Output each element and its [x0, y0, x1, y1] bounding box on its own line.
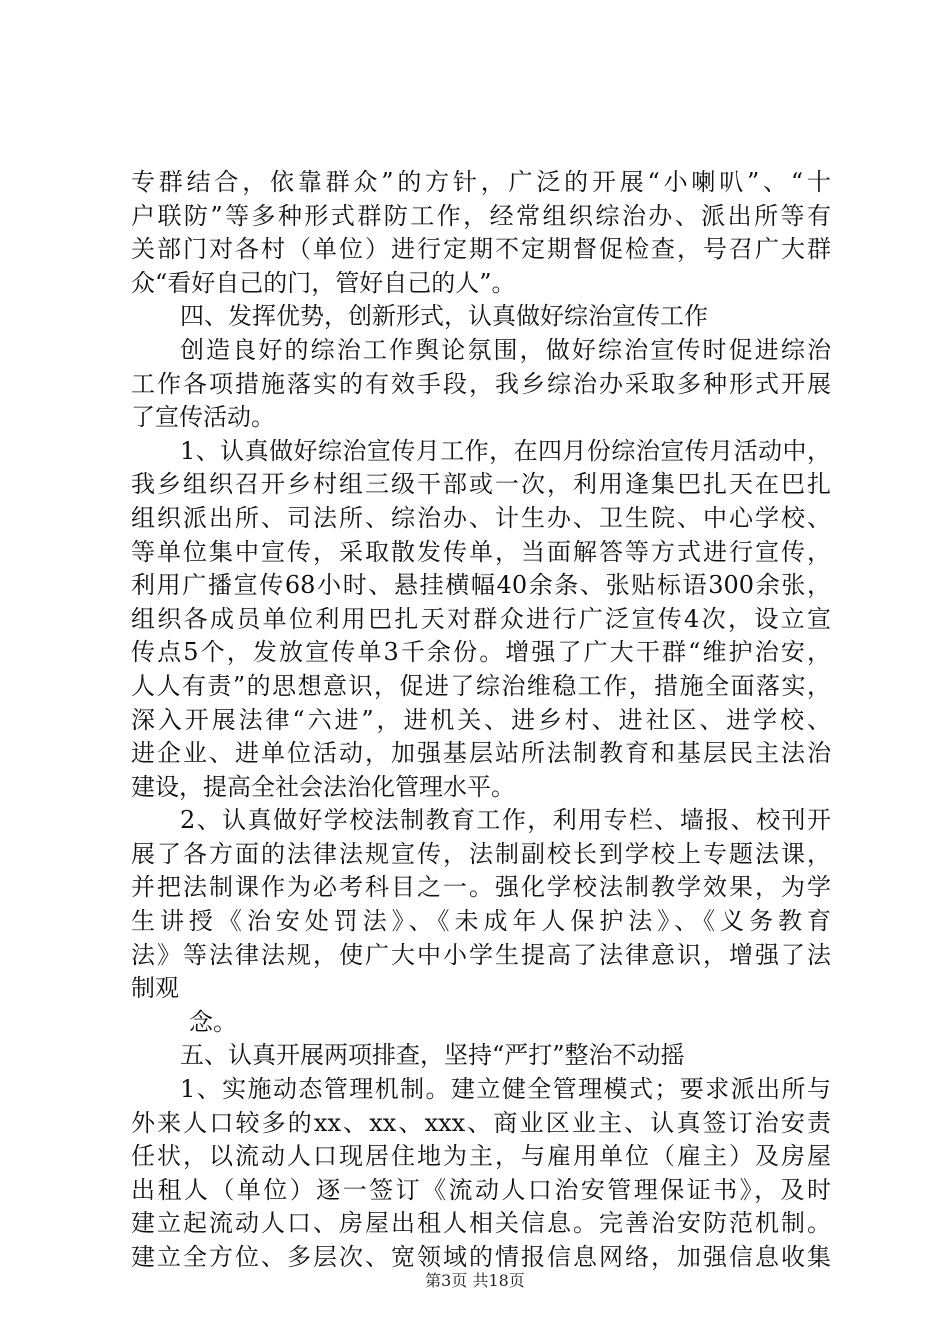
text-line: 组织派出所、司法所、综治办、计生办、卫生院、中心学校、	[131, 503, 831, 532]
document-body	[131, 166, 831, 1275]
text-line: 1、实施动态管理机制。建立健全管理模式；要求派出所与	[180, 1075, 831, 1104]
text-line: 任状，以流动人口现居住地为主，与雇用单位（雇主）及房屋	[131, 1142, 831, 1171]
text-line: 2、认真做好学校法制教育工作，利用专栏、墙报、校刊开	[180, 806, 831, 835]
section-heading: 五、认真开展两项排查，坚持“严打”整治不动摇	[180, 1041, 685, 1070]
text-line: 组织各成员单位利用巴扎天对群众进行广泛宣传4次，设立宣	[131, 604, 831, 633]
text-line: 我乡组织召开乡村组三级干部或一次，利用逢集巴扎天在巴扎	[131, 470, 831, 499]
text-line: 创造良好的综治工作舆论氛围，做好综治宣传时促进综治	[180, 335, 831, 364]
section-heading: 四、发挥优势，创新形式，认真做好综治宣传工作	[180, 302, 708, 331]
text-line: 传点5个，发放宣传单3千余份。增强了广大干群“维护治安，	[131, 638, 831, 667]
text-line: 建设，提高全社会法治化管理水平。	[131, 772, 515, 801]
text-line: 生讲授《治安处罚法》、《未成年人保护法》、《义务教育	[131, 907, 831, 936]
text-line: 户联防”等多种形式群防工作，经常组织综治办、派出所等有	[131, 201, 831, 230]
text-line: 出租人（单位）逐一签订《流动人口治安管理保证书》，及时	[131, 1175, 831, 1204]
text-line: 外来人口较多的xx、xx、xxx、商业区业主、认真签订治安责	[131, 1108, 831, 1137]
text-line: 展了各方面的法律法规宣传，法制副校长到学校上专题法课，	[131, 839, 831, 868]
text-line: 法》等法律法规，使广大中小学生提高了法律意识，增强了法	[131, 940, 831, 969]
text-line: 了宣传活动。	[131, 403, 275, 432]
text-line: 等单位集中宣传，采取散发传单，当面解答等方式进行宣传，	[131, 537, 831, 566]
text-line: 建立起流动人口、房屋出租人相关信息。完善治安防范机制。	[131, 1209, 831, 1238]
text-line: 利用广播宣传68小时、悬挂横幅40余条、张贴标语300余张，	[131, 571, 831, 600]
text-line: 专群结合，依靠群众”的方针，广泛的开展“小喇叭”、“十	[131, 168, 831, 196]
text-line: 制观	[131, 974, 179, 1003]
text-line: 人人有责”的思想意识，促进了综治维稳工作，措施全面落实，	[131, 671, 831, 700]
text-line: 工作各项措施落实的有效手段，我乡综治办采取多种形式开展	[131, 369, 831, 398]
text-line: 念。	[189, 1007, 237, 1036]
text-line: 关部门对各村（单位）进行定期不定期督促检查，号召广大群	[131, 235, 831, 264]
text-line: 并把法制课作为必考科目之一。强化学校法制教学效果，为学	[131, 873, 831, 902]
page-number-footer: 第3页 共18页	[425, 1271, 525, 1290]
text-line: 深入开展法律“六进”，进机关、进乡村、进社区、进学校、	[131, 705, 831, 734]
text-line: 建立全方位、多层次、宽领域的情报信息网络，加强信息收集	[131, 1243, 831, 1271]
text-line: 进企业、进单位活动，加强基层站所法制教育和基层民主法治	[131, 739, 831, 768]
text-line: 1、认真做好综治宣传月工作，在四月份综治宣传月活动中，	[180, 436, 831, 465]
text-line: 众“看好自己的门，管好自己的人”。	[131, 268, 516, 297]
